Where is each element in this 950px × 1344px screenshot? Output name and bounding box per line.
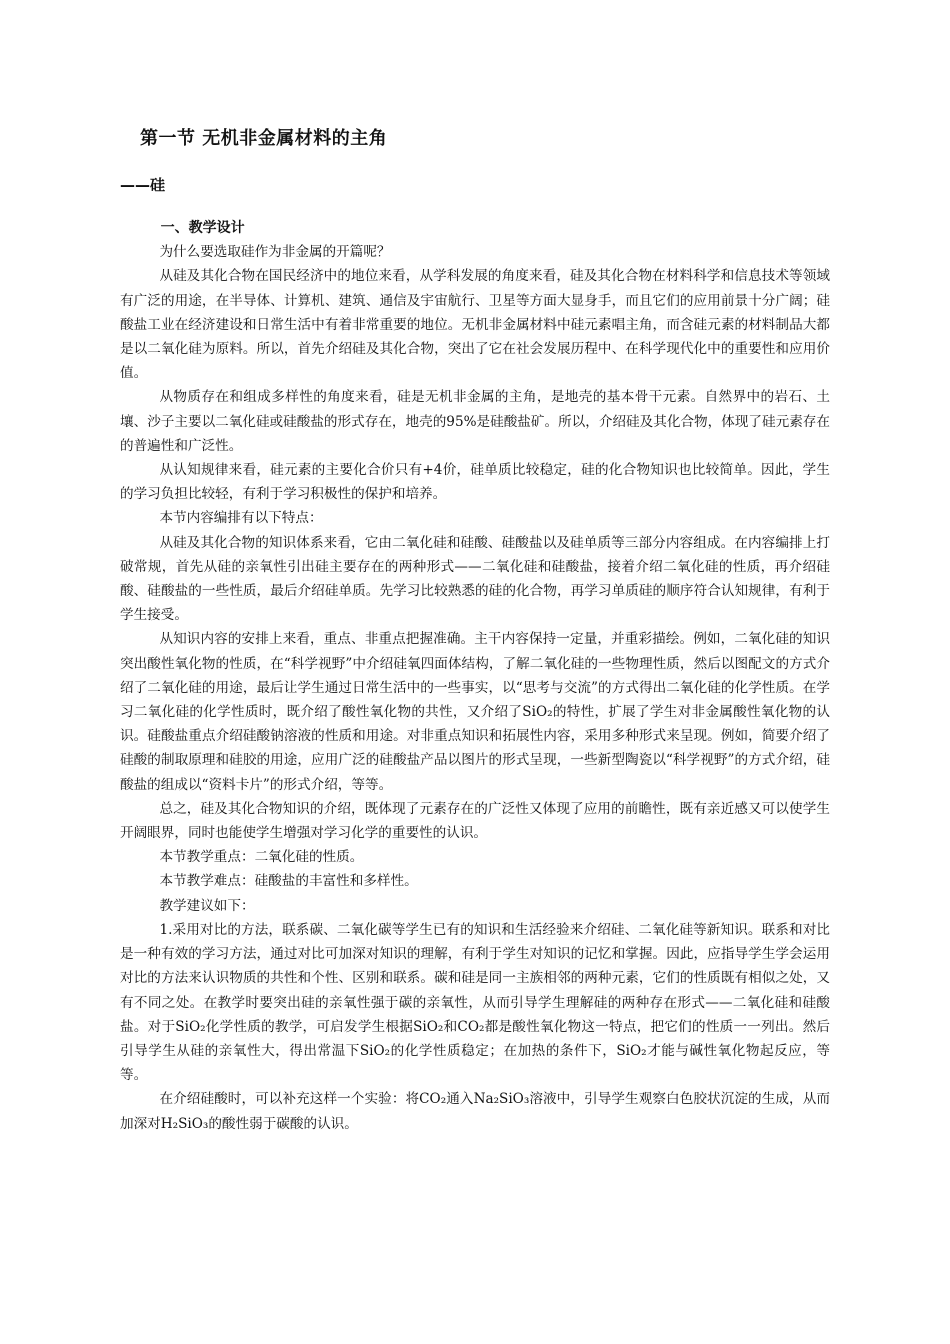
teaching-difficulty: 本节教学难点：硅酸盐的丰富性和多样性。	[159, 873, 418, 890]
paragraph: 从认知规律来看，硅元素的主要化合价只有+4价，硅单质比较稳定，硅的化合物知识也比较简单。因此，学生的学习负担比较轻，有利于学习积极性的保护和培养。	[120, 462, 830, 503]
section-title: 第一节 无机非金属材料的主角	[140, 128, 388, 149]
teaching-design-heading: 一、教学设计	[160, 220, 245, 236]
paragraph: 在介绍硅酸时，可以补充这样一个实验：将CO₂通入Na₂SiO₃溶液中，引导学生观察白色胶状沉淀的生成，从而加深对H₂SiO₃的酸性弱于碳酸的认识。	[120, 1091, 830, 1132]
paragraph: 从硅及其化合物在国民经济中的地位来看，从学科发展的角度来看，硅及其化合物在材料科学和信息技术等领域有广泛的用途，在半导体、计算机、建筑、通信及宇宙航行、卫星等方面大显身手，而且它们的应用前景十分广阔；硅酸盐工业在经济建设和日常生活中有着非常重要的地位。无机非金属材料中硅元素唱主角，而含硅元素的材料制品大都是以二氧化硅为原料。所以，首先介绍硅及其化合物，突出了它在社会发展历程中、在科学现代化中的重要性和应用价值。	[120, 268, 830, 382]
document-body	[120, 216, 830, 1136]
section-subtitle: ——硅	[120, 176, 166, 194]
paragraph: 1.采用对比的方法，联系碳、二氧化碳等学生已有的知识和生活经验来介绍硅、二氧化硅等新知识。联系和对比是一种有效的学习方法，通过对比可加深对知识的理解，有利于学生对知识的记忆和掌握。因此，应指导学生学会运用对比的方法来认识物质的共性和个性、区别和联系。碳和硅是同一主族相邻的两种元素，它们的性质既有相似之处，又有不同之处。在教学时要突出硅的亲氧性强于碳的亲氧性，从而引导学生理解硅的两种存在形式——二氧化硅和硅酸盐。对于SiO₂化学性质的教学，可启发学生根据SiO₂和CO₂都是酸性氧化物这一特点，把它们的性质一一列出。然后引导学生从硅的亲氧性大，得出常温下SiO₂的化学性质稳定；在加热的条件下，SiO₂才能与碱性氧化物起反应，等等。	[120, 921, 830, 1084]
paragraph: 本节内容编排有以下特点：	[159, 510, 323, 527]
paragraph: 总之，硅及其化合物知识的介绍，既体现了元素存在的广泛性又体现了应用的前瞻性，既有亲近感又可以使学生开阔眼界，同时也能使学生增强对学习化学的重要性的认识。	[120, 800, 830, 842]
paragraph: 教学建议如下：	[159, 897, 255, 914]
paragraph: 从硅及其化合物的知识体系来看，它由二氧化硅和硅酸、硅酸盐以及硅单质等三部分内容组成。在内容编排上打破常规，首先从硅的亲氧性引出硅主要存在的两种形式——二氧化硅和硅酸盐，接着介绍二氧化硅的性质，再介绍硅酸、硅酸盐的一些性质，最后介绍硅单质。先学习比较熟悉的硅的化合物，再学习单质硅的顺序符合认知规律，有利于学生接受。	[120, 534, 830, 624]
paragraph: 从知识内容的安排上来看，重点、非重点把握准确。主干内容保持一定量，并重彩描绘。例如，二氧化硅的知识突出酸性氧化物的性质，在“科学视野”中介绍硅氧四面体结构，了解二氧化硅的一些物理性质，然后以图配文的方式介绍了二氧化硅的用途，最后让学生通过日常生活中的一些事实，以“思考与交流”的方式得出二氧化硅的化学性质。在学习二氧化硅的化学性质时，既介绍了酸性氧化物的共性，又介绍了SiO₂的特性，扩展了学生对非金属酸性氧化物的认识。硅酸盐重点介绍硅酸钠溶液的性质和用途。对非重点知识和拓展性内容，采用多种形式来呈现。例如，简要介绍了硅酸的制取原理和硅胶的用途，应用广泛的硅酸盐产品以图片的形式呈现，一些新型陶瓷以“科学视野”的方式介绍，硅酸盐的组成以“资料卡片”的形式介绍，等等。	[120, 631, 830, 793]
paragraph: 从物质存在和组成多样性的角度来看，硅是无机非金属的主角，是地壳的基本骨干元素。自然界中的岩石、土壤、沙子主要以二氧化硅或硅酸盐的形式存在，地壳的95%是硅酸盐矿。所以，介绍硅及其化合物，体现了硅元素存在的普遍性和广泛性。	[120, 389, 830, 454]
paragraph: 为什么要选取硅作为非金属的开篇呢？	[159, 244, 391, 261]
teaching-focus: 本节教学重点：二氧化硅的性质。	[159, 849, 364, 866]
